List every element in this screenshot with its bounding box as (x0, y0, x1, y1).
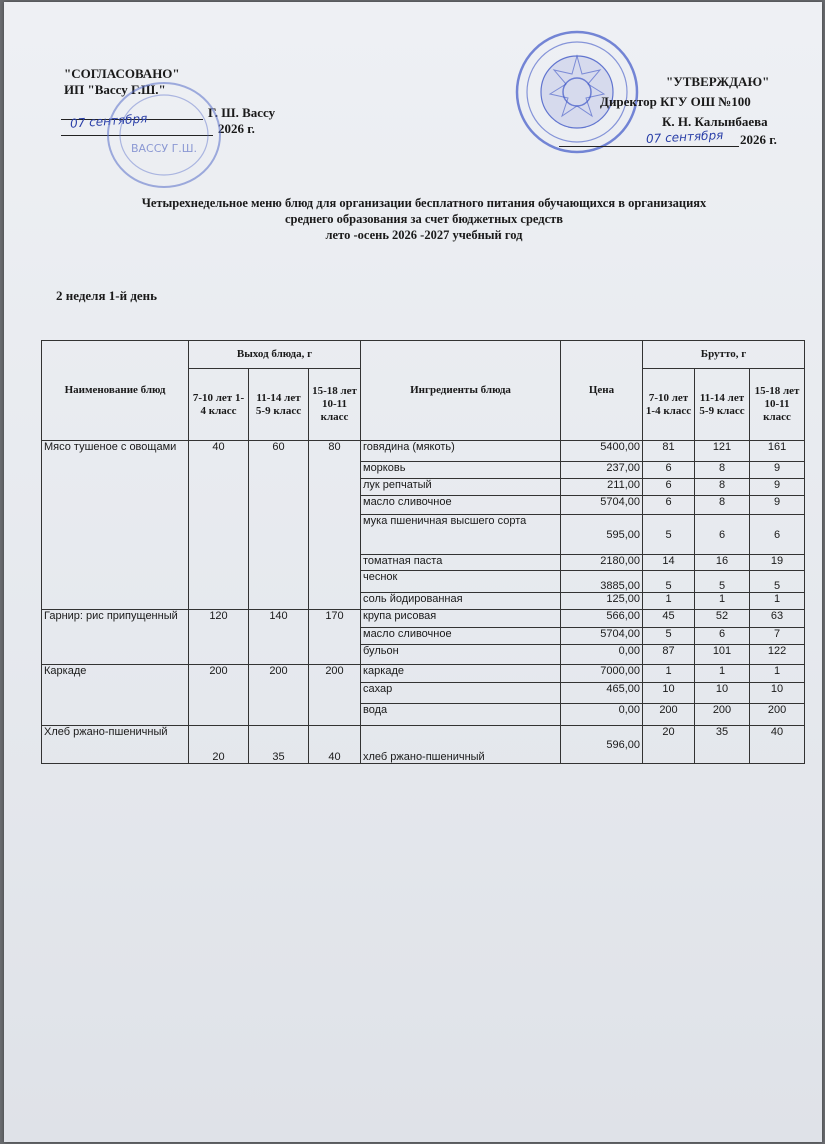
right-handwritten-date: 07 сентября (645, 127, 724, 147)
day-label: 2 неделя 1-й день (56, 288, 158, 303)
price-value: 5704,00 (561, 496, 643, 515)
brutto-value: 5 (695, 571, 750, 593)
price-value: 5704,00 (561, 628, 643, 645)
brutto-value: 14 (643, 555, 695, 571)
output-value: 120 (189, 610, 249, 665)
table-row (42, 726, 805, 764)
brutto-value: 9 (750, 462, 805, 479)
output-value: 140 (249, 610, 309, 665)
header-brutto: Брутто, г (643, 341, 805, 369)
ingredient-name: мука пшеничная высшего сорта (361, 515, 561, 555)
dish-name: Мясо тушеное с овощами (42, 441, 189, 610)
ingredient-name: бульон (361, 645, 561, 665)
price-value: 0,00 (561, 704, 643, 726)
price-value: 0,00 (561, 645, 643, 665)
dish-name: Хлеб ржано-пшеничный (42, 726, 189, 764)
brutto-value: 19 (750, 555, 805, 571)
brutto-value: 8 (695, 462, 750, 479)
output-value: 200 (309, 665, 361, 726)
document-page (4, 2, 822, 1142)
brutto-value: 6 (695, 628, 750, 645)
brutto-value: 1 (695, 593, 750, 610)
brutto-value: 6 (695, 515, 750, 555)
output-value: 60 (249, 441, 309, 610)
table-row (42, 441, 805, 462)
brutto-value: 1 (750, 665, 805, 683)
output-value: 20 (189, 726, 249, 764)
brutto-value: 8 (695, 479, 750, 496)
header-brutto-age-1: 7-10 лет 1-4 класс (643, 369, 695, 441)
price-value: 237,00 (561, 462, 643, 479)
brutto-value: 20 (643, 726, 695, 764)
ingredient-name: вода (361, 704, 561, 726)
brutto-value: 1 (643, 665, 695, 683)
ingredient-name: чеснок (361, 571, 561, 593)
left-stamp-text: ВАССУ Г.Ш. (130, 142, 198, 155)
brutto-value: 6 (643, 462, 695, 479)
brutto-value: 7 (750, 628, 805, 645)
brutto-value: 5 (643, 515, 695, 555)
header-price: Цена (561, 341, 643, 441)
brutto-value: 9 (750, 479, 805, 496)
ingredient-name: масло сливочное (361, 496, 561, 515)
agreed-label: "СОГЛАСОВАНО" (64, 66, 180, 81)
price-value: 566,00 (561, 610, 643, 628)
menu-table (41, 340, 805, 764)
output-value: 200 (249, 665, 309, 726)
table-row (42, 665, 805, 683)
brutto-value: 63 (750, 610, 805, 628)
ingredient-name: масло сливочное (361, 628, 561, 645)
brutto-value: 10 (643, 683, 695, 704)
emblem-stamp (512, 30, 642, 155)
table-row (42, 610, 805, 628)
price-value: 7000,00 (561, 665, 643, 683)
agreed-year: 2026 г. (218, 121, 255, 136)
output-value: 35 (249, 726, 309, 764)
approved-label: "УТВЕРЖДАЮ" (666, 74, 770, 89)
price-value: 3885,00 (561, 571, 643, 593)
brutto-value: 35 (695, 726, 750, 764)
price-value: 596,00 (561, 726, 643, 764)
agreed-name: Г. Ш. Вассу (208, 105, 276, 120)
brutto-value: 52 (695, 610, 750, 628)
left-handwritten-date: 07 сентября (69, 111, 148, 131)
approved-year: 2026 г. (740, 132, 777, 147)
header-dish: Наименование блюд (42, 341, 189, 441)
approved-name: К. Н. Калынбаева (662, 114, 768, 129)
approved-org: Директор КГУ ОШ №100 (600, 94, 751, 109)
ingredient-name: каркаде (361, 665, 561, 683)
left-stamp (104, 80, 224, 190)
ingredient-name: лук репчатый (361, 479, 561, 496)
price-value: 5400,00 (561, 441, 643, 462)
dish-name: Гарнир: рис припущенный (42, 610, 189, 665)
brutto-value: 200 (695, 704, 750, 726)
price-value: 2180,00 (561, 555, 643, 571)
output-value: 40 (189, 441, 249, 610)
ingredient-name: хлеб ржано-пшеничный (361, 726, 561, 764)
price-value: 595,00 (561, 515, 643, 555)
output-value: 170 (309, 610, 361, 665)
header-out-age-2: 11-14 лет 5-9 класс (249, 369, 309, 441)
brutto-value: 101 (695, 645, 750, 665)
brutto-value: 122 (750, 645, 805, 665)
header-brutto-age-2: 11-14 лет 5-9 класс (695, 369, 750, 441)
brutto-value: 45 (643, 610, 695, 628)
brutto-value: 8 (695, 496, 750, 515)
brutto-value: 5 (750, 571, 805, 593)
price-value: 465,00 (561, 683, 643, 704)
brutto-value: 16 (695, 555, 750, 571)
brutto-value: 6 (643, 496, 695, 515)
ingredient-name: морковь (361, 462, 561, 479)
output-value: 200 (189, 665, 249, 726)
brutto-value: 200 (750, 704, 805, 726)
brutto-value: 81 (643, 441, 695, 462)
brutto-value: 10 (695, 683, 750, 704)
output-value: 80 (309, 441, 361, 610)
price-value: 125,00 (561, 593, 643, 610)
title-line-3: лето -осень 2026 -2027 учебный год (325, 228, 523, 242)
title-line-1: Четырехнедельное меню блюд для организации бесплатного питания обучающихся в организациях (141, 196, 707, 210)
brutto-value: 10 (750, 683, 805, 704)
ingredient-name: крупа рисовая (361, 610, 561, 628)
brutto-value: 40 (750, 726, 805, 764)
brutto-value: 161 (750, 441, 805, 462)
brutto-value: 121 (695, 441, 750, 462)
header-out-age-3: 15-18 лет 10-11 класс (309, 369, 361, 441)
header-out-age-1: 7-10 лет 1-4 класс (189, 369, 249, 441)
right-date-line (559, 146, 739, 147)
brutto-value: 200 (643, 704, 695, 726)
header-brutto-age-3: 15-18 лет 10-11 класс (750, 369, 805, 441)
ingredient-name: томатная паста (361, 555, 561, 571)
brutto-value: 5 (643, 628, 695, 645)
dish-name: Каркаде (42, 665, 189, 726)
ingredient-name: соль йодированная (361, 593, 561, 610)
price-value: 211,00 (561, 479, 643, 496)
brutto-value: 5 (643, 571, 695, 593)
ingredient-name: говядина (мякоть) (361, 441, 561, 462)
brutto-value: 1 (643, 593, 695, 610)
brutto-value: 1 (750, 593, 805, 610)
header-output: Выход блюда, г (189, 341, 361, 369)
title-line-2: среднего образования за счет бюджетных средств (284, 212, 564, 226)
brutto-value: 87 (643, 645, 695, 665)
ingredient-name: сахар (361, 683, 561, 704)
brutto-value: 6 (643, 479, 695, 496)
brutto-value: 9 (750, 496, 805, 515)
output-value: 40 (309, 726, 361, 764)
brutto-value: 1 (695, 665, 750, 683)
agreed-org: ИП "Вассу Г.Ш." (64, 82, 166, 97)
header-ingredients: Ингредиенты блюда (361, 341, 561, 441)
brutto-value: 6 (750, 515, 805, 555)
